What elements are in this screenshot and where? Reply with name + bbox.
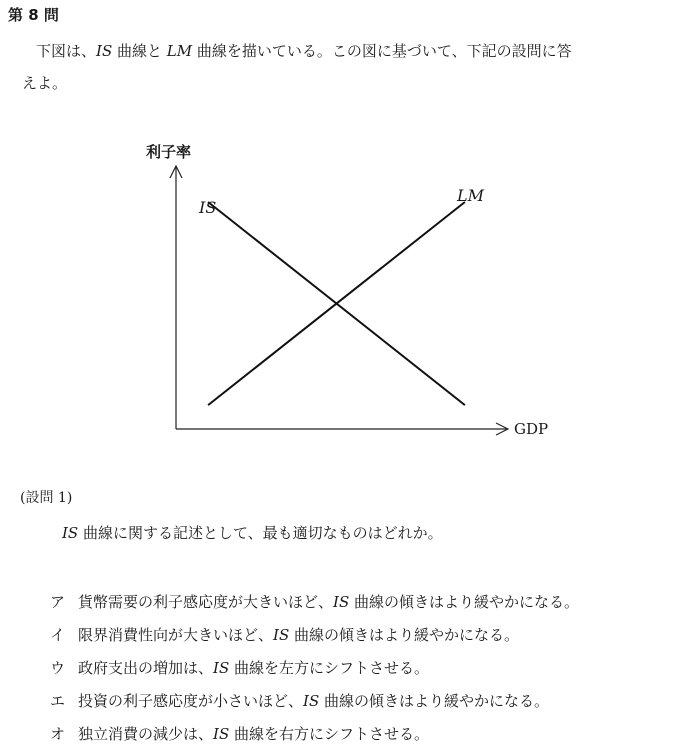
is-curve-label: IS bbox=[199, 198, 217, 217]
option-o bbox=[50, 723, 429, 744]
option-mark: イ bbox=[50, 626, 66, 644]
intro-text-line-1: 下図は、IS 曲線と LM 曲線を描いている。この図に基づいて、下記の設問に答 bbox=[36, 42, 572, 60]
subquestion-text: IS 曲線に関する記述として、最も適切なものはどれか。 bbox=[62, 524, 443, 542]
y-axis-label: 利子率 bbox=[146, 143, 192, 161]
option-text: 政府支出の増加は、IS 曲線を左方にシフトさせる。 bbox=[78, 659, 429, 677]
intro-text-line-2: えよ。 bbox=[22, 74, 68, 92]
x-axis-label: GDP bbox=[514, 420, 549, 438]
option-mark: ウ bbox=[50, 659, 66, 677]
option-text: 貨幣需要の利子感応度が大きいほど、IS 曲線の傾きはより緩やかになる。 bbox=[78, 593, 579, 611]
lm-curve-label: LM bbox=[457, 186, 485, 205]
option-text: 独立消費の減少は、IS 曲線を右方にシフトさせる。 bbox=[78, 725, 429, 743]
option-mark: エ bbox=[50, 692, 66, 710]
option-text: 投資の利子感応度が小さいほど、IS 曲線の傾きはより緩やかになる。 bbox=[78, 692, 549, 710]
option-e bbox=[50, 690, 549, 711]
option-a bbox=[50, 591, 579, 612]
question-number: 第 8 問 bbox=[8, 6, 59, 24]
subquestion-label: (設問 1) bbox=[20, 490, 73, 506]
option-i bbox=[50, 624, 519, 645]
option-text: 限界消費性向が大きいほど、IS 曲線の傾きはより緩やかになる。 bbox=[78, 626, 519, 644]
option-mark: オ bbox=[50, 725, 66, 743]
option-mark: ア bbox=[50, 593, 66, 611]
option-u bbox=[50, 657, 429, 678]
